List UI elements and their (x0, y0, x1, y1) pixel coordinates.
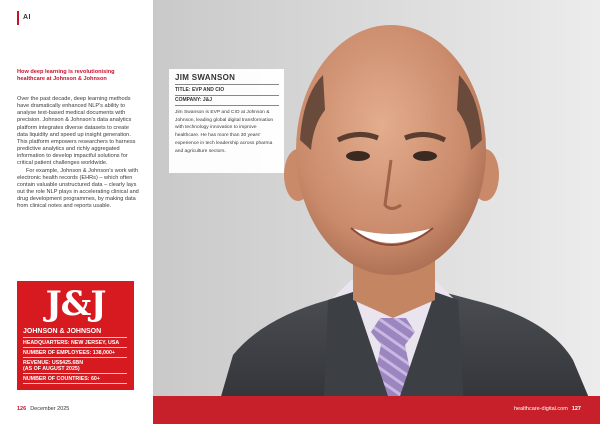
right-page-number: 127 (571, 406, 581, 412)
company-name: JOHNSON & JOHNSON (23, 328, 127, 338)
person-name: JIM SWANSON (175, 73, 236, 82)
portrait-photo-icon (153, 0, 600, 424)
intro-paragraph: For example, Johnson & Johnson's work with electronic health records (EHRs) – which often contain valuable unstructured data – clearly lays out the role NLP plays in accelerating clinical and drug development programmes, by making data from clinical notes and reports usable. (17, 167, 139, 210)
right-footer (514, 406, 581, 412)
revenue-line-1: REVENUE: US$425.6BN (23, 359, 84, 366)
section-label: AI (23, 14, 31, 21)
divider (175, 95, 279, 96)
company-fact-card (17, 281, 134, 390)
left-page-number: 126 (17, 406, 27, 412)
revenue (23, 358, 127, 374)
jj-logo: J&J (45, 284, 106, 324)
headquarters: HEADQUARTERS: NEW JERSEY, USA (23, 338, 127, 348)
intro-heading: How deep learning is revolutionising healthcare at Johnson & Johnson (17, 69, 115, 82)
left-footer (17, 406, 69, 412)
left-page (0, 0, 153, 424)
person-company: COMPANY: J&J (175, 97, 213, 103)
divider (175, 84, 279, 85)
bio-text: Jim Swanson is EVP and CIO at Johnson & Johnson, leading global digital transformation with technology innovation to improve healthcare. He has more than 30 years' experience in tech leadership across pharma and agriculture sectors. (175, 110, 274, 154)
divider (175, 105, 279, 106)
site-url: healthcare-digital.com (514, 406, 568, 412)
intro-body (17, 96, 141, 211)
person-title: TITLE: EVP AND CIO (175, 87, 225, 93)
bio-box (169, 69, 284, 173)
section-marker (17, 11, 19, 25)
countries: NUMBER OF COUNTRIES: 60+ (23, 374, 127, 384)
revenue-line-2: (AS OF AUGUST 2025) (23, 365, 80, 372)
employees: NUMBER OF EMPLOYEES: 138,000+ (23, 348, 127, 358)
intro-paragraph: Over the past decade, deep learning methods have dramatically enhanced NLP's ability to analyse text-based medical documents with precision. Johnson & Johnson's data analytics platform integrates diverse datasets to create data liquidity and speed up insight generation. This platform empowers researchers to harness predictive analytics and richly aggregated information to develop impactful solutions for critical patient challenges worldwide. (17, 96, 136, 167)
company-facts (23, 328, 127, 384)
portrait-photo (153, 0, 600, 424)
issue-date: December 2025 (30, 406, 70, 412)
